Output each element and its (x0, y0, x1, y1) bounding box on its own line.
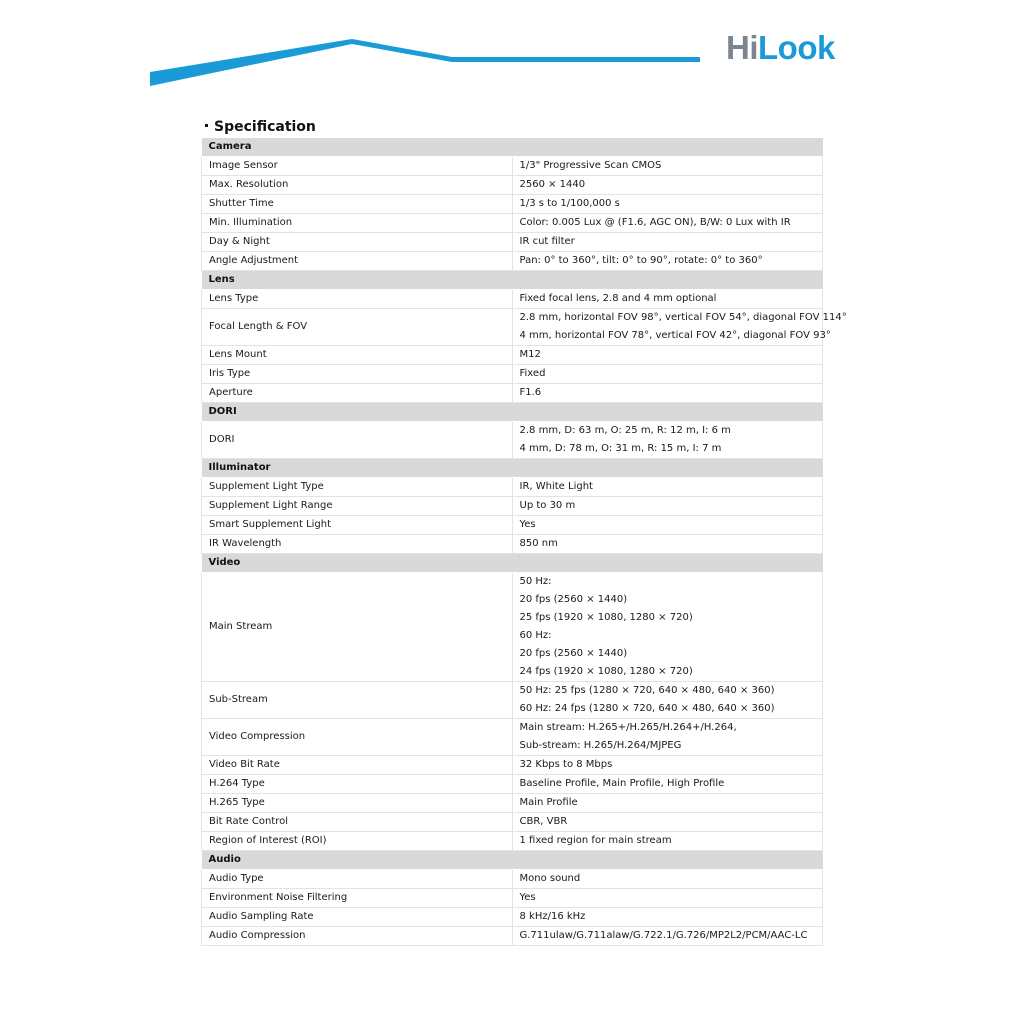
spec-value-line: Main Profile (519, 797, 578, 808)
spec-value-line: 2.8 mm, D: 63 m, O: 25 m, R: 12 m, I: 6 m (519, 425, 731, 436)
section-title: Camera (202, 138, 823, 157)
spec-label: Audio Sampling Rate (202, 908, 513, 927)
spec-value-line: Up to 30 m (519, 500, 576, 511)
spec-row (202, 775, 823, 794)
section-header (202, 459, 823, 478)
spec-row (202, 157, 823, 176)
spec-row (202, 384, 823, 403)
spec-label: Lens Type (202, 290, 513, 309)
spec-value-line: 20 fps (2560 × 1440) (519, 594, 628, 605)
spec-value (512, 794, 823, 813)
section-title: Audio (202, 851, 823, 870)
spec-value (512, 365, 823, 384)
spec-value (512, 422, 823, 459)
spec-row (202, 889, 823, 908)
section-header (202, 403, 823, 422)
bullet-icon (205, 124, 208, 127)
spec-value (512, 719, 823, 756)
spec-value (512, 157, 823, 176)
spec-value (512, 573, 823, 682)
spec-value-line: 8 kHz/16 kHz (519, 911, 586, 922)
spec-row (202, 252, 823, 271)
spec-value-line: G.711ulaw/G.711alaw/G.722.1/G.726/MP2L2/PCM/AAC-LC (519, 930, 808, 941)
spec-label: Video Compression (202, 719, 513, 756)
spec-value (512, 195, 823, 214)
spec-value (512, 346, 823, 365)
spec-label: Bit Rate Control (202, 813, 513, 832)
spec-value (512, 252, 823, 271)
header-swoosh (0, 0, 1024, 100)
section-header (202, 138, 823, 157)
spec-value-line: Baseline Profile, Main Profile, High Profile (519, 778, 725, 789)
spec-label: Day & Night (202, 233, 513, 252)
spec-value-line: Color: 0.005 Lux @ (F1.6, AGC ON), B/W: 0 Lux with IR (519, 217, 791, 228)
spec-label: Main Stream (202, 573, 513, 682)
spec-label: Audio Type (202, 870, 513, 889)
spec-value-line: 1/3" Progressive Scan CMOS (519, 160, 662, 171)
spec-row (202, 365, 823, 384)
spec-value-line: 2560 × 1440 (519, 179, 586, 190)
spec-row (202, 535, 823, 554)
spec-value (512, 870, 823, 889)
spec-value (512, 290, 823, 309)
section-title: Lens (202, 271, 823, 290)
spec-label: Aperture (202, 384, 513, 403)
spec-label: Min. Illumination (202, 214, 513, 233)
spec-row (202, 290, 823, 309)
spec-value-line: 4 mm, D: 78 m, O: 31 m, R: 15 m, I: 7 m (519, 443, 722, 454)
spec-row (202, 756, 823, 775)
spec-value-line: Yes (519, 519, 536, 530)
spec-label: Max. Resolution (202, 176, 513, 195)
section-title: Illuminator (202, 459, 823, 478)
spec-value (512, 813, 823, 832)
spec-label: H.264 Type (202, 775, 513, 794)
spec-label: Video Bit Rate (202, 756, 513, 775)
spec-value-line: 2.8 mm, horizontal FOV 98°, vertical FOV 54°, diagonal FOV 114° (519, 312, 847, 323)
spec-value-line: 60 Hz: 24 fps (1280 × 720, 640 × 480, 640 × 360) (519, 703, 775, 714)
spec-label: H.265 Type (202, 794, 513, 813)
section-header (202, 851, 823, 870)
spec-value-line: F1.6 (519, 387, 542, 398)
spec-value (512, 682, 823, 719)
spec-row (202, 516, 823, 535)
spec-table (201, 138, 847, 946)
spec-row (202, 309, 823, 346)
spec-value-line: M12 (519, 349, 541, 360)
spec-value (512, 309, 847, 346)
spec-row (202, 682, 823, 719)
spec-value-line: 1/3 s to 1/100,000 s (519, 198, 620, 209)
spec-row (202, 497, 823, 516)
hilook-logo (726, 28, 835, 68)
spec-value (512, 775, 823, 794)
spec-value-line: 25 fps (1920 × 1080, 1280 × 720) (519, 612, 693, 623)
spec-label: Lens Mount (202, 346, 513, 365)
spec-value (512, 516, 823, 535)
spec-row (202, 870, 823, 889)
spec-value-line: Main stream: H.265+/H.265/H.264+/H.264, (519, 722, 737, 733)
spec-value-line: Pan: 0° to 360°, tilt: 0° to 90°, rotate: 0° to 360° (519, 255, 763, 266)
spec-value-line: Mono sound (519, 873, 581, 884)
logo-hi-text: Hi (726, 29, 758, 66)
spec-value-line: 1 fixed region for main stream (519, 835, 672, 846)
spec-value (512, 927, 823, 946)
spec-row (202, 813, 823, 832)
spec-value (512, 233, 823, 252)
spec-value (512, 908, 823, 927)
spec-row (202, 176, 823, 195)
spec-row (202, 832, 823, 851)
spec-value-line: 20 fps (2560 × 1440) (519, 648, 628, 659)
spec-value (512, 832, 823, 851)
spec-row (202, 195, 823, 214)
spec-value (512, 176, 823, 195)
spec-value (512, 756, 823, 775)
spec-value-line: 850 nm (519, 538, 558, 549)
spec-label: Image Sensor (202, 157, 513, 176)
spec-value (512, 478, 823, 497)
spec-row (202, 719, 823, 756)
spec-value (512, 497, 823, 516)
spec-label: Smart Supplement Light (202, 516, 513, 535)
spec-value-line: CBR, VBR (519, 816, 568, 827)
spec-label: Sub-Stream (202, 682, 513, 719)
spec-label: Focal Length & FOV (202, 309, 513, 346)
spec-row (202, 794, 823, 813)
spec-value-line: Sub-stream: H.265/H.264/MJPEG (519, 740, 682, 751)
spec-label: Supplement Light Type (202, 478, 513, 497)
spec-value (512, 384, 823, 403)
spec-label: Iris Type (202, 365, 513, 384)
spec-row (202, 346, 823, 365)
spec-label: Audio Compression (202, 927, 513, 946)
spec-label: Shutter Time (202, 195, 513, 214)
spec-value-line: 24 fps (1920 × 1080, 1280 × 720) (519, 666, 693, 677)
spec-row (202, 214, 823, 233)
spec-label: Angle Adjustment (202, 252, 513, 271)
spec-value (512, 214, 823, 233)
spec-label: Region of Interest (ROI) (202, 832, 513, 851)
spec-value-line: Fixed (519, 368, 546, 379)
spec-row (202, 927, 823, 946)
spec-row (202, 478, 823, 497)
spec-value-line: 60 Hz: (519, 630, 552, 641)
spec-value-line: Fixed focal lens, 2.8 and 4 mm optional (519, 293, 717, 304)
spec-label: IR Wavelength (202, 535, 513, 554)
spec-value-line: 4 mm, horizontal FOV 78°, vertical FOV 42°, diagonal FOV 93° (519, 330, 831, 341)
spec-row (202, 908, 823, 927)
spec-label: DORI (202, 422, 513, 459)
section-header (202, 271, 823, 290)
spec-row (202, 422, 823, 459)
spec-label: Supplement Light Range (202, 497, 513, 516)
logo-look-text: Look (758, 29, 835, 66)
page-title-text: Specification (214, 119, 316, 135)
spec-row (202, 233, 823, 252)
spec-row (202, 573, 823, 682)
spec-label: Environment Noise Filtering (202, 889, 513, 908)
spec-value-line: 50 Hz: 25 fps (1280 × 720, 640 × 480, 640 × 360) (519, 685, 775, 696)
spec-value-line: 32 Kbps to 8 Mbps (519, 759, 613, 770)
page-title (205, 119, 316, 135)
section-title: DORI (202, 403, 823, 422)
section-title: Video (202, 554, 823, 573)
spec-value-line: 50 Hz: (519, 576, 552, 587)
spec-value-line: Yes (519, 892, 536, 903)
spec-value-line: IR, White Light (519, 481, 593, 492)
spec-value-line: IR cut filter (519, 236, 575, 247)
section-header (202, 554, 823, 573)
spec-value (512, 535, 823, 554)
spec-value (512, 889, 823, 908)
